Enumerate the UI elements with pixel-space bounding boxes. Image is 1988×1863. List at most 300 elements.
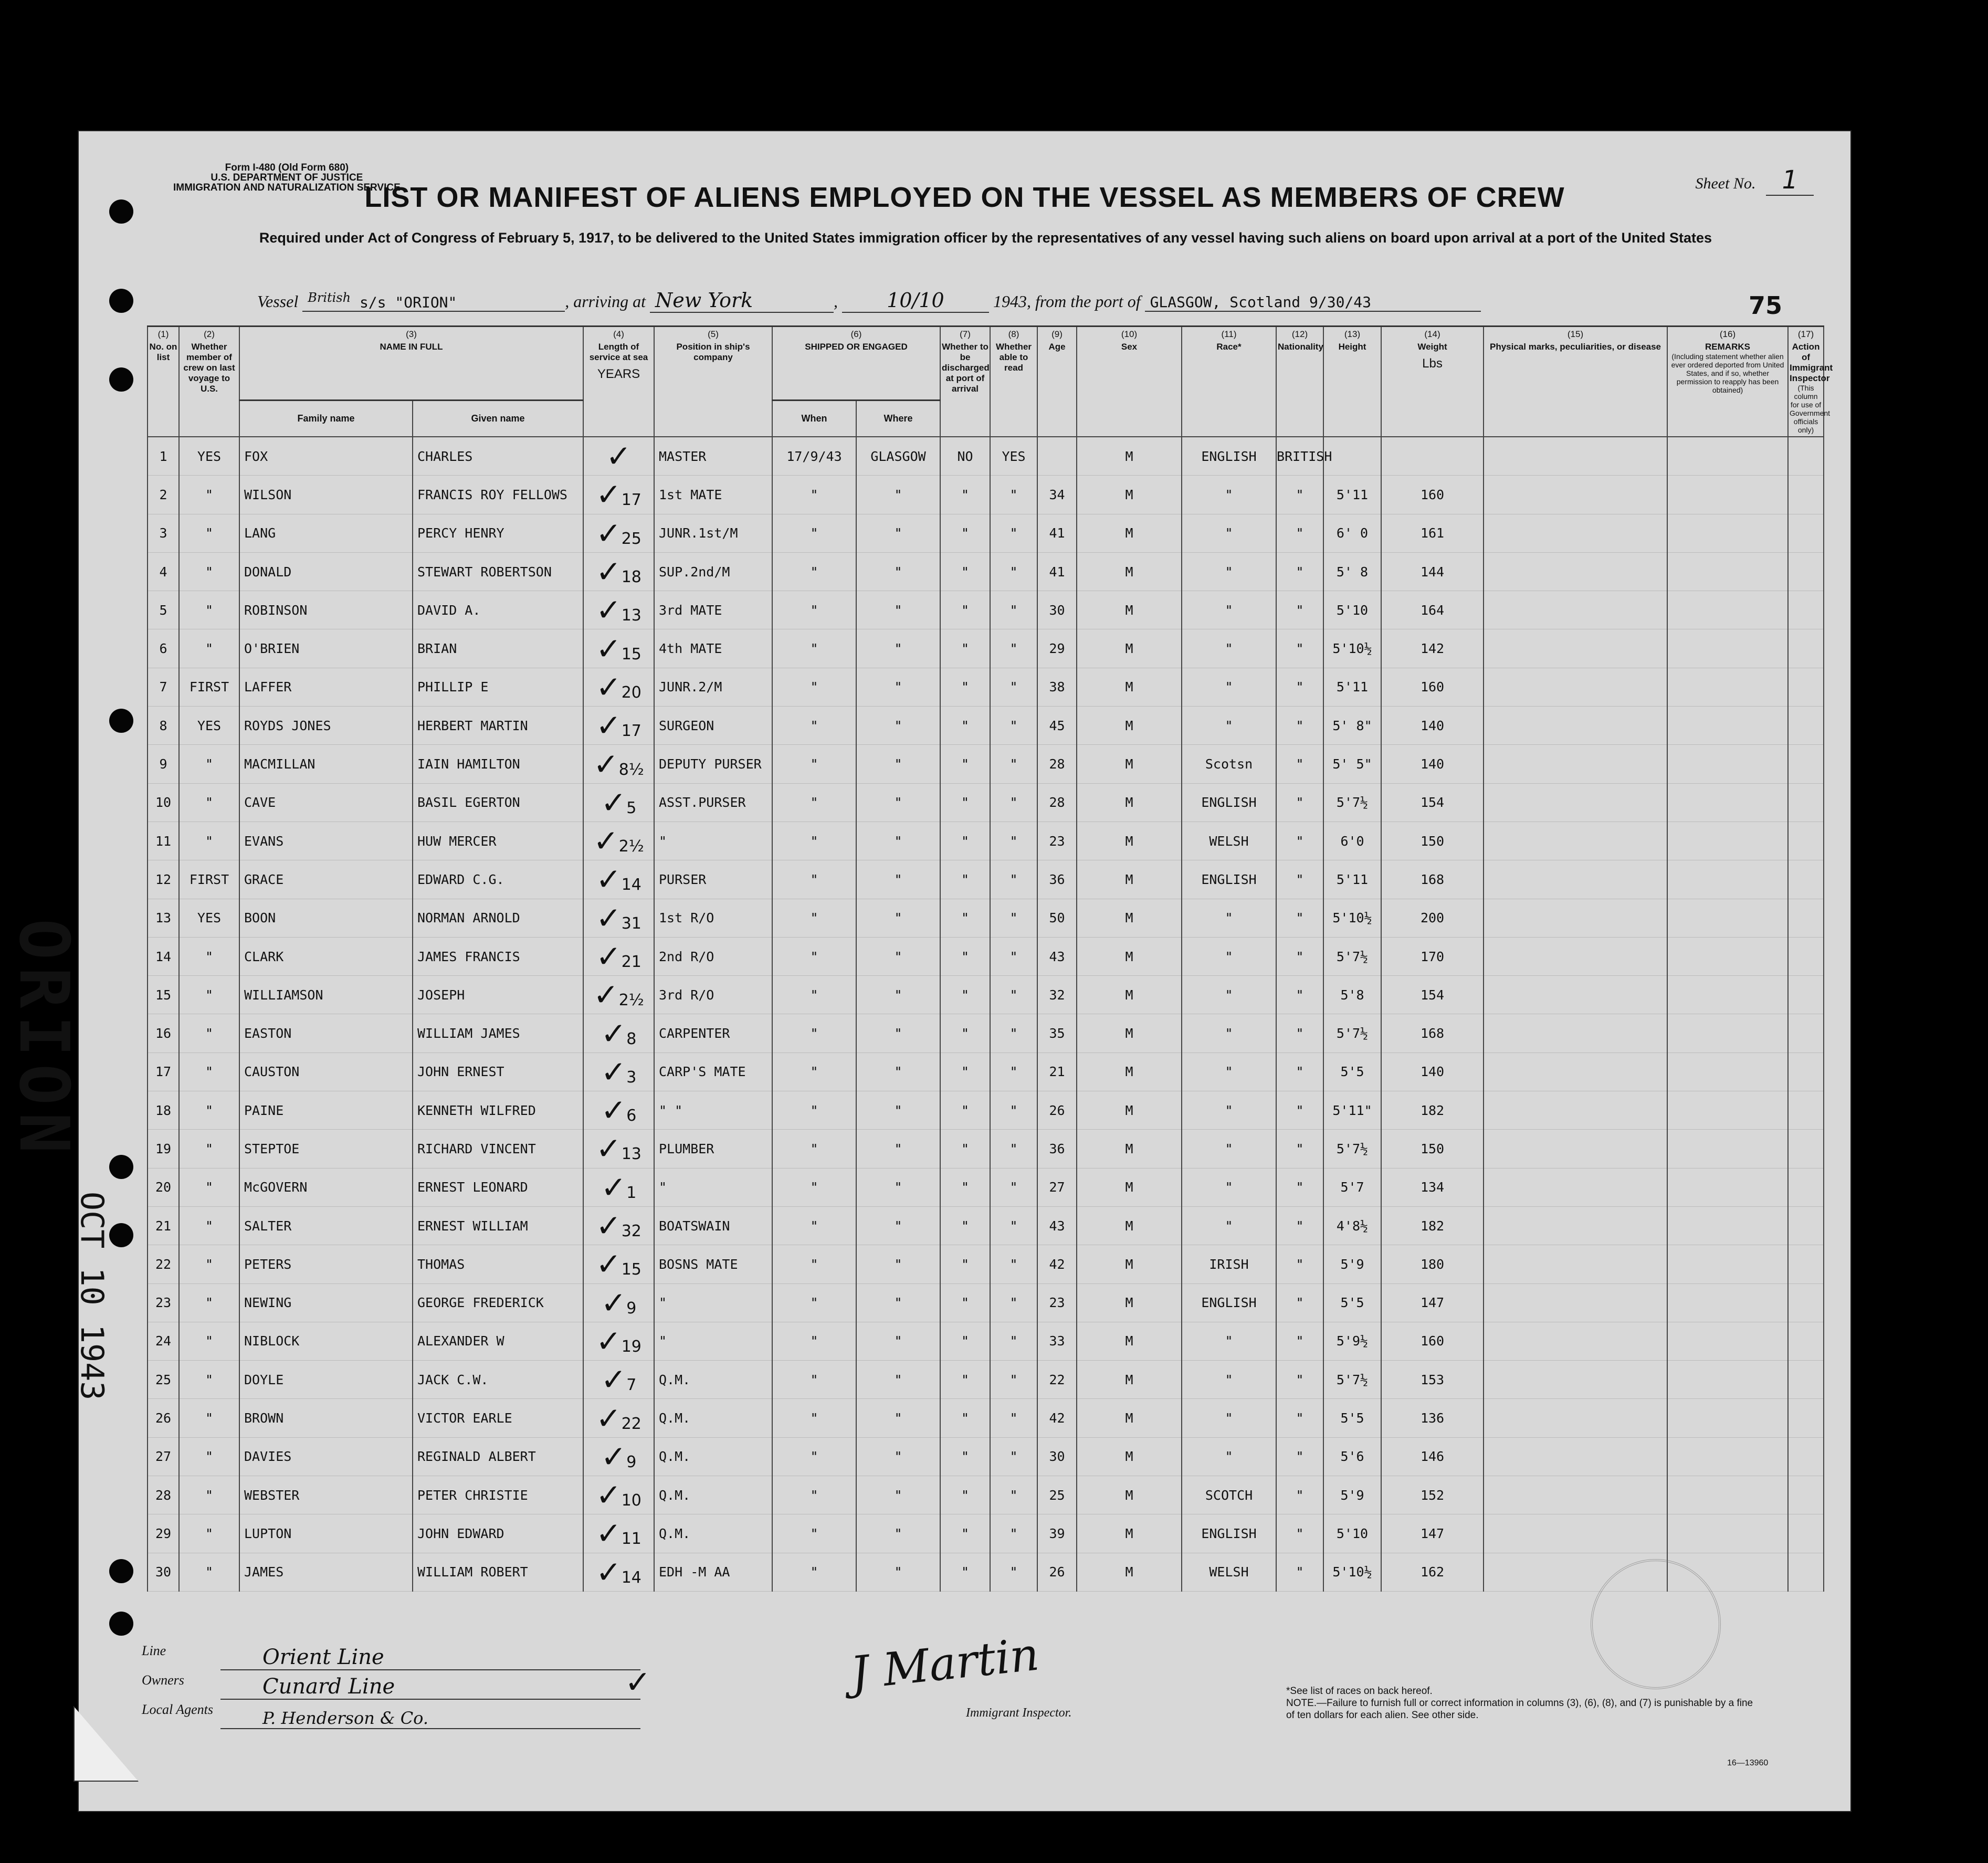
able-to-read-cell: " xyxy=(990,1553,1037,1591)
service-years-value: 17 xyxy=(621,722,641,741)
height-cell xyxy=(1323,437,1381,476)
height-cell: 5'11 xyxy=(1323,668,1381,706)
service-years-value: 8 xyxy=(626,1029,637,1048)
able-to-read-cell: " xyxy=(990,822,1037,860)
height-cell: 5' 8" xyxy=(1323,707,1381,745)
shipped-where-cell: " xyxy=(856,976,940,1014)
position-cell: SURGEON xyxy=(654,707,772,745)
shipped-where-cell: " xyxy=(856,1014,940,1052)
table-body xyxy=(148,437,1824,1591)
inspector-action-cell xyxy=(1788,1553,1824,1591)
shipped-when-cell: " xyxy=(772,552,856,591)
race-cell: " xyxy=(1182,937,1276,975)
physical-marks-cell xyxy=(1484,1283,1667,1322)
family-name-cell: LANG xyxy=(239,514,413,552)
race-cell: " xyxy=(1182,552,1276,591)
service-years-value: 8½ xyxy=(618,760,644,779)
shipped-when-cell: " xyxy=(772,591,856,629)
physical-marks-cell xyxy=(1484,629,1667,668)
race-cell: ENGLISH xyxy=(1182,1283,1276,1322)
service-years-cell xyxy=(583,552,654,591)
family-name-cell: EVANS xyxy=(239,822,413,860)
sex-cell: M xyxy=(1077,1283,1182,1322)
age-cell: 28 xyxy=(1037,745,1077,783)
position-cell: 4th MATE xyxy=(654,629,772,668)
age-cell: 33 xyxy=(1037,1322,1077,1360)
table-row xyxy=(148,937,1824,975)
nationality-cell: " xyxy=(1276,552,1323,591)
nationality-cell: " xyxy=(1276,591,1323,629)
shipped-when-cell: " xyxy=(772,476,856,514)
agents-label: Local Agents xyxy=(142,1702,214,1717)
table-row xyxy=(148,1514,1824,1553)
remarks-cell xyxy=(1667,1283,1788,1322)
physical-marks-cell xyxy=(1484,860,1667,899)
row-number-cell: 4 xyxy=(148,552,179,591)
service-years-cell xyxy=(583,1399,654,1437)
previous-voyage-cell: " xyxy=(179,822,239,860)
able-to-read-cell: " xyxy=(990,937,1037,975)
shipped-where-cell: " xyxy=(856,860,940,899)
previous-voyage-cell: " xyxy=(179,1052,239,1091)
previous-voyage-cell: YES xyxy=(179,707,239,745)
punch-hole xyxy=(109,709,133,733)
shipped-where-cell: " xyxy=(856,1322,940,1360)
weight-cell: 154 xyxy=(1381,976,1484,1014)
physical-marks-cell xyxy=(1484,1168,1667,1206)
previous-voyage-cell: " xyxy=(179,1399,239,1437)
age-cell: 27 xyxy=(1037,1168,1077,1206)
physical-marks-cell xyxy=(1484,1052,1667,1091)
age-cell: 41 xyxy=(1037,514,1077,552)
age-cell: 34 xyxy=(1037,476,1077,514)
inspector-action-cell xyxy=(1788,1476,1824,1514)
check-mark-icon: ✓ xyxy=(601,1169,627,1205)
check-mark-icon: ✓ xyxy=(601,1438,627,1475)
able-to-read-cell: " xyxy=(990,1361,1037,1399)
family-name-cell: McGOVERN xyxy=(239,1168,413,1206)
sex-cell: M xyxy=(1077,1399,1182,1437)
remarks-cell xyxy=(1667,937,1788,975)
nationality-cell: " xyxy=(1276,1283,1323,1322)
shipped-when-cell: " xyxy=(772,1437,856,1476)
shipped-when-cell: " xyxy=(772,1361,856,1399)
race-cell: " xyxy=(1182,1437,1276,1476)
service-years-value: 21 xyxy=(621,953,641,971)
service-years-value: 2½ xyxy=(618,837,644,856)
shipped-where-cell: " xyxy=(856,1476,940,1514)
family-name-cell: DOYLE xyxy=(239,1361,413,1399)
physical-marks-cell xyxy=(1484,514,1667,552)
inspector-action-cell xyxy=(1788,1130,1824,1168)
given-name-cell: JOHN ERNEST xyxy=(413,1052,583,1091)
check-mark-icon: ✓ xyxy=(596,1246,622,1282)
physical-marks-cell xyxy=(1484,1437,1667,1476)
nationality-cell: " xyxy=(1276,476,1323,514)
punch-hole xyxy=(109,367,133,392)
service-years-cell xyxy=(583,860,654,899)
service-years-value: 18 xyxy=(621,568,641,587)
check-mark-icon: ✓ xyxy=(596,1131,622,1167)
sex-cell: M xyxy=(1077,668,1182,706)
header-sex: (10) Sex xyxy=(1077,327,1182,437)
service-years-value: 11 xyxy=(621,1530,641,1549)
able-to-read-cell: " xyxy=(990,1514,1037,1553)
given-name-cell: IAIN HAMILTON xyxy=(413,745,583,783)
header-when: When xyxy=(772,400,856,437)
age-cell: 39 xyxy=(1037,1514,1077,1553)
table-row xyxy=(148,1130,1824,1168)
weight-cell: 164 xyxy=(1381,591,1484,629)
height-cell: 4'8½ xyxy=(1323,1206,1381,1245)
inspector-action-cell xyxy=(1788,976,1824,1014)
position-cell: PURSER xyxy=(654,860,772,899)
table-row xyxy=(148,899,1824,937)
shipped-where-cell: " xyxy=(856,1168,940,1206)
shipped-where-cell: " xyxy=(856,822,940,860)
race-cell: " xyxy=(1182,1206,1276,1245)
race-cell: ENGLISH xyxy=(1182,860,1276,899)
inspector-action-cell xyxy=(1788,707,1824,745)
physical-marks-cell xyxy=(1484,437,1667,476)
discharge-cell: " xyxy=(940,1091,990,1130)
agents-field xyxy=(142,1702,982,1731)
race-cell: " xyxy=(1182,1130,1276,1168)
remarks-cell xyxy=(1667,1014,1788,1052)
table-row xyxy=(148,591,1824,629)
inspector-action-cell xyxy=(1788,514,1824,552)
check-mark-icon: ✓ xyxy=(596,515,622,551)
previous-voyage-cell: " xyxy=(179,1437,239,1476)
age-cell: 26 xyxy=(1037,1091,1077,1130)
physical-marks-cell xyxy=(1484,552,1667,591)
shipped-where-cell: " xyxy=(856,1130,940,1168)
row-number-cell: 24 xyxy=(148,1322,179,1360)
discharge-cell: " xyxy=(940,552,990,591)
table-row xyxy=(148,1476,1824,1514)
shipped-when-cell: " xyxy=(772,1283,856,1322)
age-cell: 36 xyxy=(1037,1130,1077,1168)
remarks-cell xyxy=(1667,514,1788,552)
row-number-cell: 8 xyxy=(148,707,179,745)
arrival-year: 1943 xyxy=(993,292,1027,311)
departure-port: GLASGOW, Scotland 9/30/43 xyxy=(1145,293,1481,312)
row-number-cell: 23 xyxy=(148,1283,179,1322)
family-name-cell: JAMES xyxy=(239,1553,413,1591)
header-shipped: (6) SHIPPED OR ENGAGED xyxy=(772,327,940,401)
service-years-cell xyxy=(583,899,654,937)
discharge-cell: " xyxy=(940,1514,990,1553)
header-given-name: Given name xyxy=(413,400,583,437)
weight-cell: 160 xyxy=(1381,668,1484,706)
shipped-where-cell: " xyxy=(856,937,940,975)
row-number-cell: 17 xyxy=(148,1052,179,1091)
position-cell: PLUMBER xyxy=(654,1130,772,1168)
able-to-read-cell: " xyxy=(990,514,1037,552)
remarks-cell xyxy=(1667,745,1788,783)
check-mark-icon: ✓ xyxy=(596,554,622,590)
physical-marks-cell xyxy=(1484,591,1667,629)
shipped-when-cell: " xyxy=(772,783,856,822)
height-cell: 5'7½ xyxy=(1323,1130,1381,1168)
position-cell: JUNR.1st/M xyxy=(654,514,772,552)
service-years-cell xyxy=(583,1130,654,1168)
inspector-action-cell xyxy=(1788,1091,1824,1130)
position-cell: CARP'S MATE xyxy=(654,1052,772,1091)
race-cell: " xyxy=(1182,707,1276,745)
able-to-read-cell: " xyxy=(990,707,1037,745)
header-weight: (14) Weight Lbs xyxy=(1381,327,1484,437)
family-name-cell: LUPTON xyxy=(239,1514,413,1553)
physical-marks-cell xyxy=(1484,1130,1667,1168)
service-years-cell xyxy=(583,1476,654,1514)
height-cell: 5'11 xyxy=(1323,860,1381,899)
ship-name-stamp: ORION xyxy=(4,919,84,1161)
sex-cell: M xyxy=(1077,591,1182,629)
footer-check-mark: ✓ xyxy=(625,1664,651,1701)
height-cell: 5'8 xyxy=(1323,976,1381,1014)
service-years-cell xyxy=(583,1283,654,1322)
shipped-where-cell: " xyxy=(856,1399,940,1437)
previous-voyage-cell: " xyxy=(179,1476,239,1514)
previous-voyage-cell: " xyxy=(179,1553,239,1591)
nationality-cell: " xyxy=(1276,1361,1323,1399)
position-cell: BOATSWAIN xyxy=(654,1206,772,1245)
punch-hole xyxy=(109,289,133,313)
age-cell xyxy=(1037,437,1077,476)
service-years-cell xyxy=(583,1168,654,1206)
previous-voyage-cell: FIRST xyxy=(179,668,239,706)
race-cell: " xyxy=(1182,1322,1276,1360)
previous-voyage-cell: YES xyxy=(179,437,239,476)
inspector-action-cell xyxy=(1788,860,1824,899)
shipped-when-cell: " xyxy=(772,1245,856,1283)
check-mark-icon: ✓ xyxy=(596,669,622,705)
table-row xyxy=(148,1399,1824,1437)
service-years-value: 13 xyxy=(621,606,641,625)
able-to-read-cell: " xyxy=(990,1245,1037,1283)
position-cell: " xyxy=(654,1283,772,1322)
nationality-cell: " xyxy=(1276,1245,1323,1283)
service-years-value: 2½ xyxy=(618,991,644,1010)
shipped-where-cell: " xyxy=(856,629,940,668)
table-row xyxy=(148,437,1824,476)
row-number-cell: 14 xyxy=(148,937,179,975)
department-name: U.S. DEPARTMENT OF JUSTICE xyxy=(211,172,363,183)
weight-cell: 168 xyxy=(1381,1014,1484,1052)
service-years-value: 1 xyxy=(626,1183,637,1202)
physical-marks-cell xyxy=(1484,976,1667,1014)
height-cell: 5'5 xyxy=(1323,1399,1381,1437)
row-number-cell: 26 xyxy=(148,1399,179,1437)
able-to-read-cell: " xyxy=(990,1091,1037,1130)
row-number-cell: 27 xyxy=(148,1437,179,1476)
check-mark-icon: ✓ xyxy=(593,823,619,859)
weight-cell: 150 xyxy=(1381,1130,1484,1168)
nationality-cell: " xyxy=(1276,514,1323,552)
service-years-cell xyxy=(583,1206,654,1245)
age-cell: 43 xyxy=(1037,937,1077,975)
age-cell: 42 xyxy=(1037,1245,1077,1283)
header-list-no: (1) No. on list xyxy=(148,327,179,437)
given-name-cell: GEORGE FREDERICK xyxy=(413,1283,583,1322)
remarks-cell xyxy=(1667,1052,1788,1091)
remarks-cell xyxy=(1667,1091,1788,1130)
inspector-label: Immigrant Inspector. xyxy=(966,1706,1072,1720)
nationality-cell: " xyxy=(1276,1130,1323,1168)
family-name-cell: ROYDS JONES xyxy=(239,707,413,745)
physical-marks-cell xyxy=(1484,822,1667,860)
family-name-cell: EASTON xyxy=(239,1014,413,1052)
discharge-cell: " xyxy=(940,937,990,975)
page-title: LIST OR MANIFEST OF ALIENS EMPLOYED ON THE VESSEL AS MEMBERS OF CREW xyxy=(364,182,1565,213)
nationality-cell: " xyxy=(1276,1514,1323,1553)
row-number-cell: 9 xyxy=(148,745,179,783)
height-cell: 5'10½ xyxy=(1323,1553,1381,1591)
discharge-cell: " xyxy=(940,1553,990,1591)
page-subtitle: Required under Act of Congress of February 5, 1917, to be delivered to the United States immigration officer by the representatives of any vessel having such aliens on board upon arrival at a port of the United States xyxy=(259,230,1712,246)
folded-corner xyxy=(73,1706,139,1782)
shipped-when-cell: " xyxy=(772,668,856,706)
given-name-cell: DAVID A. xyxy=(413,591,583,629)
service-years-value: 19 xyxy=(621,1337,641,1356)
service-years-value: 3 xyxy=(626,1068,637,1087)
age-cell: 36 xyxy=(1037,860,1077,899)
family-name-cell: WILSON xyxy=(239,476,413,514)
check-mark-icon: ✓ xyxy=(596,861,622,898)
weight-cell: 146 xyxy=(1381,1437,1484,1476)
age-cell: 41 xyxy=(1037,552,1077,591)
remarks-cell xyxy=(1667,591,1788,629)
height-cell: 5'10 xyxy=(1323,591,1381,629)
service-years-value: 7 xyxy=(626,1376,637,1395)
discharge-cell: " xyxy=(940,899,990,937)
nationality-cell: " xyxy=(1276,1322,1323,1360)
vessel-field xyxy=(302,290,565,312)
age-cell: 30 xyxy=(1037,591,1077,629)
weight-cell: 140 xyxy=(1381,745,1484,783)
inspector-signature: J Martin xyxy=(848,1628,1042,1700)
shipped-when-cell: " xyxy=(772,1514,856,1553)
service-years-cell xyxy=(583,1091,654,1130)
previous-voyage-cell: " xyxy=(179,783,239,822)
race-cell: " xyxy=(1182,629,1276,668)
discharge-cell: " xyxy=(940,1168,990,1206)
sex-cell: M xyxy=(1077,976,1182,1014)
weight-cell xyxy=(1381,437,1484,476)
shipped-where-cell: " xyxy=(856,1437,940,1476)
shipped-when-cell: " xyxy=(772,745,856,783)
inspector-action-cell xyxy=(1788,1361,1824,1399)
family-name-cell: BOON xyxy=(239,899,413,937)
given-name-cell: STEWART ROBERTSON xyxy=(413,552,583,591)
sex-cell: M xyxy=(1077,1245,1182,1283)
header-physical-marks: (15) Physical marks, peculiarities, or disease xyxy=(1484,327,1667,437)
physical-marks-cell xyxy=(1484,1206,1667,1245)
physical-marks-cell xyxy=(1484,476,1667,514)
table-row xyxy=(148,1168,1824,1206)
discharge-cell: " xyxy=(940,745,990,783)
sex-cell: M xyxy=(1077,1476,1182,1514)
able-to-read-cell: " xyxy=(990,899,1037,937)
arrival-port: New York xyxy=(650,289,834,313)
weight-cell: 160 xyxy=(1381,476,1484,514)
race-cell: ENGLISH xyxy=(1182,1514,1276,1553)
age-cell: 22 xyxy=(1037,1361,1077,1399)
nationality-cell: " xyxy=(1276,668,1323,706)
inspector-action-cell xyxy=(1788,1245,1824,1283)
nationality-cell: BRITISH xyxy=(1276,437,1323,476)
remarks-cell xyxy=(1667,899,1788,937)
physical-marks-cell xyxy=(1484,899,1667,937)
previous-voyage-cell: " xyxy=(179,1514,239,1553)
race-cell: " xyxy=(1182,514,1276,552)
service-years-cell xyxy=(583,1052,654,1091)
shipped-when-cell: " xyxy=(772,937,856,975)
table-row xyxy=(148,552,1824,591)
service-years-cell xyxy=(583,1553,654,1591)
height-cell: 5'7½ xyxy=(1323,937,1381,975)
previous-voyage-cell: " xyxy=(179,1361,239,1399)
shipped-where-cell: " xyxy=(856,1245,940,1283)
shipped-where-cell: " xyxy=(856,1514,940,1553)
inspector-action-cell xyxy=(1788,668,1824,706)
service-years-cell xyxy=(583,1245,654,1283)
service-years-cell xyxy=(583,937,654,975)
inspector-action-cell xyxy=(1788,822,1824,860)
inspector-action-cell xyxy=(1788,1437,1824,1476)
remarks-cell xyxy=(1667,822,1788,860)
family-name-cell: STEPTOE xyxy=(239,1130,413,1168)
service-years-value: 13 xyxy=(621,1145,641,1164)
family-name-cell: DONALD xyxy=(239,552,413,591)
header-family-name: Family name xyxy=(239,400,413,437)
remarks-cell xyxy=(1667,783,1788,822)
given-name-cell: PERCY HENRY xyxy=(413,514,583,552)
sex-cell: M xyxy=(1077,437,1182,476)
service-years-value: 9 xyxy=(626,1452,637,1471)
service-years-cell xyxy=(583,476,654,514)
row-number-cell: 29 xyxy=(148,1514,179,1553)
shipped-when-cell: " xyxy=(772,860,856,899)
table-row xyxy=(148,1091,1824,1130)
table-row xyxy=(148,1283,1824,1322)
age-cell: 21 xyxy=(1037,1052,1077,1091)
shipped-when-cell: " xyxy=(772,1091,856,1130)
weight-cell: 182 xyxy=(1381,1206,1484,1245)
nationality-cell: " xyxy=(1276,1052,1323,1091)
inspector-action-cell xyxy=(1788,745,1824,783)
table-row xyxy=(148,860,1824,899)
discharge-cell: " xyxy=(940,668,990,706)
header-read: (8) Whether able to read xyxy=(990,327,1037,437)
line-label: Line xyxy=(142,1643,166,1658)
position-cell: ASST.PURSER xyxy=(654,783,772,822)
discharge-cell: " xyxy=(940,1245,990,1283)
service-years-value: 32 xyxy=(621,1222,641,1241)
shipped-when-cell: " xyxy=(772,629,856,668)
able-to-read-cell: " xyxy=(990,1206,1037,1245)
position-cell: " xyxy=(654,822,772,860)
table-row xyxy=(148,1437,1824,1476)
physical-marks-cell xyxy=(1484,745,1667,783)
remarks-cell xyxy=(1667,1399,1788,1437)
race-cell: ENGLISH xyxy=(1182,783,1276,822)
table-row xyxy=(148,514,1824,552)
service-years-cell xyxy=(583,822,654,860)
position-cell: Q.M. xyxy=(654,1399,772,1437)
check-mark-icon: ✓ xyxy=(593,746,619,782)
